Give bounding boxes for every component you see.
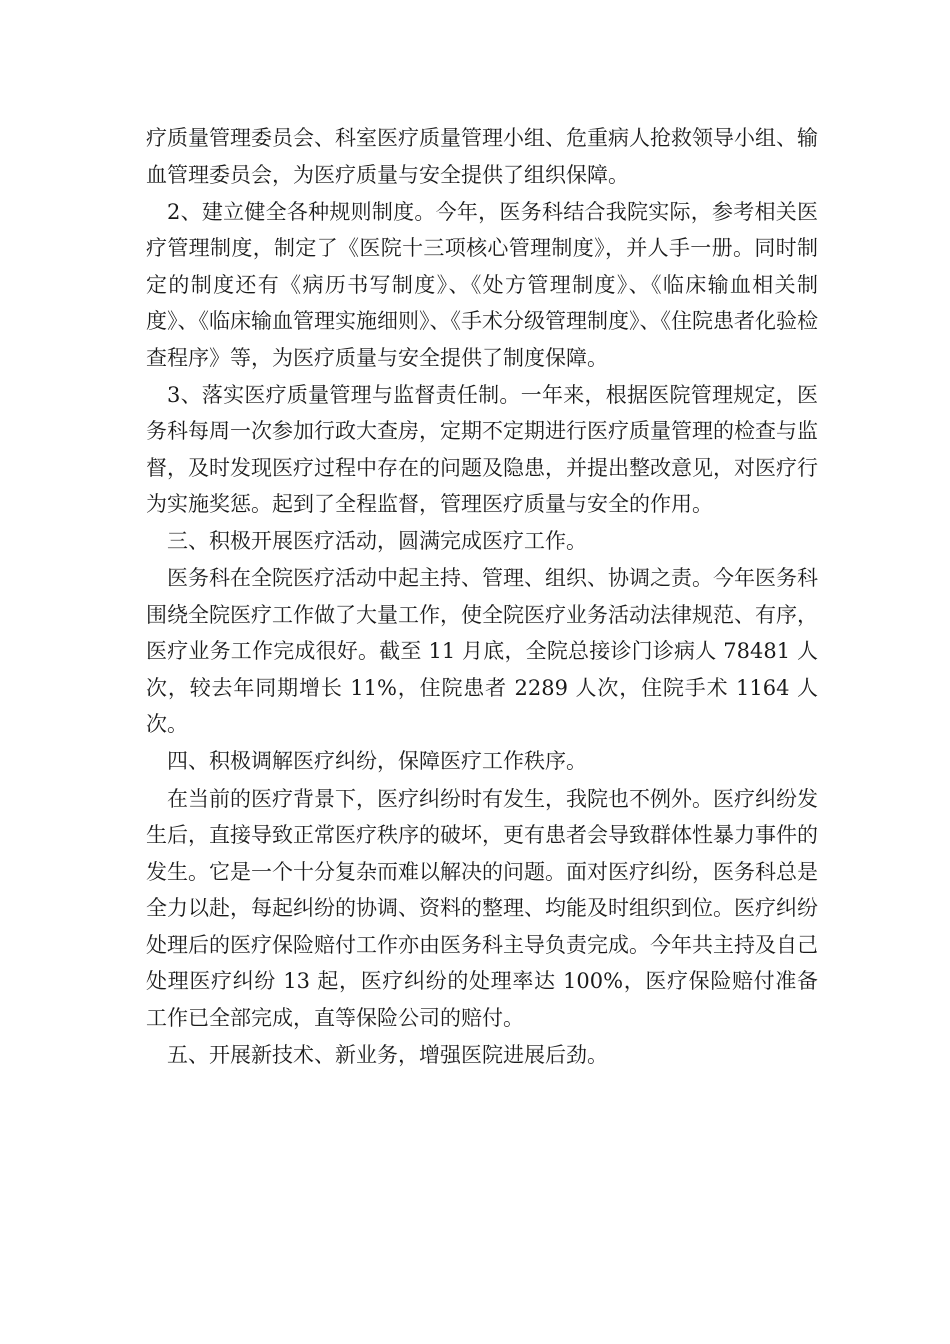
paragraph-org-guarantee: 疗质量管理委员会、科室医疗质量管理小组、危重病人抢救领导小组、输血管理委员会，为医疗质量与安全提供了组织保障。 <box>146 126 818 187</box>
section-heading-medical-disputes: 四、积极调解医疗纠纷，保障医疗工作秩序。 <box>167 749 587 774</box>
paragraph-medical-work-stats: 医务科在全院医疗活动中起主持、管理、组织、协调之责。今年医务科围绕全院医疗工作做了大量工作，使全院医疗业务活动法律规范、有序，医疗业务工作完成很好。截至 11 月底，全院总接诊门诊病人 78481 人次，较去年同期增长 11%，住院患者 2289 人次，住院手术 1164 人次。 <box>146 566 818 737</box>
paragraph-medical-disputes: 在当前的医疗背景下，医疗纠纷时有发生，我院也不例外。医疗纠纷发生后，直接导致正常医疗秩序的破坏，更有患者会导致群体性暴力事件的发生。它是一个十分复杂而难以解决的问题。面对医疗纠纷，医务科总是全力以赴，每起纠纷的协调、资料的整理、均能及时组织到位。医疗纠纷处理后的医疗保险赔付工作亦由医务科主导负责完成。今年共主持及自己处理医疗纠纷 13 起，医疗纠纷的处理率达 100%，医疗保险赔付准备工作已全部完成，直等保险公司的赔付。 <box>146 786 818 1030</box>
section-heading-new-technology: 五、开展新技术、新业务，增强医院进展后劲。 <box>167 1042 608 1067</box>
section-heading-medical-activities: 三、积极开展医疗活动，圆满完成医疗工作。 <box>167 529 587 554</box>
document-body <box>146 120 818 1074</box>
paragraph-rules-system: 2、建立健全各种规则制度。今年，医务科结合我院实际，参考相关医疗管理制度，制定了《医院十三项核心管理制度》，并人手一册。同时制定的制度还有《病历书写制度》、《处方管理制度》、《临床输血相关制度》、《临床输血管理实施细则》、《手术分级管理制度》、《住院患者化验检查程序》等，为医疗质量与安全提供了制度保障。 <box>146 199 818 370</box>
paragraph-supervision-responsibility: 3、落实医疗质量管理与监督责任制。一年来，根据医院管理规定，医务科每周一次参加行政大查房，定期不定期进行医疗质量管理的检查与监督，及时发现医疗过程中存在的问题及隐患，并提出整改意见，对医疗行为实施奖惩。起到了全程监督，管理医疗质量与安全的作用。 <box>146 382 818 517</box>
